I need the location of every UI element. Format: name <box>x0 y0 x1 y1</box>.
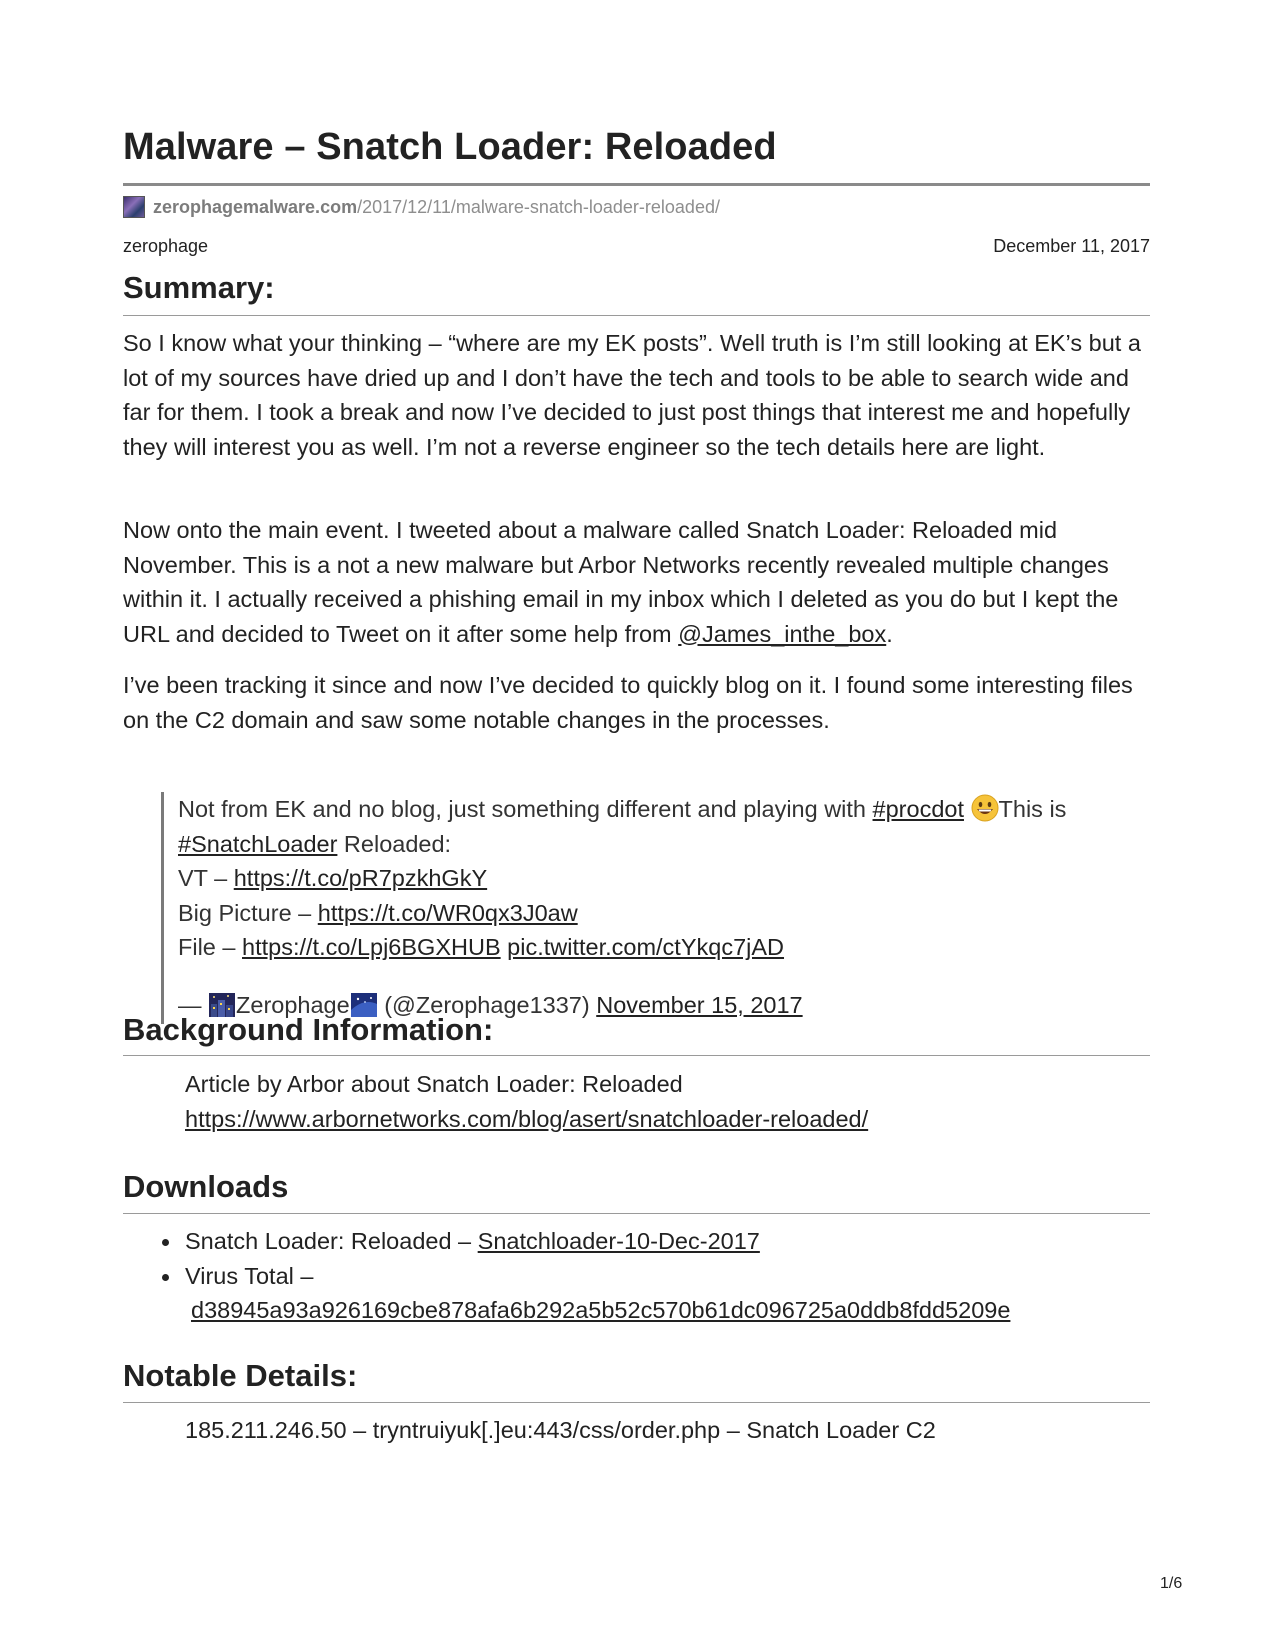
downloads-heading: Downloads <box>123 1169 289 1204</box>
embedded-tweet <box>161 792 1141 1024</box>
file-link[interactable]: https://t.co/Lpj6BGXHUB <box>242 934 501 960</box>
file-label: File – <box>178 934 242 960</box>
grinning-face-icon <box>971 794 999 822</box>
tweet-text-reloaded: Reloaded: <box>337 830 452 857</box>
arbor-article-link[interactable]: https://www.arbornetworks.com/blog/asert/snatchloader-reloaded/ <box>185 1105 869 1132</box>
download-label: Snatch Loader: Reloaded – <box>185 1228 478 1254</box>
sig-dash: — <box>178 991 209 1018</box>
tweet-body <box>178 792 1141 965</box>
background-line: Article by Arbor about Snatch Loader: Reloaded <box>185 1071 683 1097</box>
summary-heading: Summary: <box>123 270 275 305</box>
tweet-text-cont: This is <box>998 796 1067 822</box>
summary-paragraph-3: I’ve been tracking it since and now I’ve decided to quickly blog on it. I found some interesting files on the C2 domain and saw some notable changes in the processes. <box>123 672 1133 733</box>
paragraph-text: Now onto the main event. I tweeted about a malware called Snatch Loader: Reloaded mid November. This is a not a new malware but Arbor Networks recently revealed multiple changes within it. I actually received a phishing email in my inbox which I deleted as you do but I kept the URL and decided to Tweet on it after some help from <box>123 517 1119 647</box>
source-path: /2017/12/11/malware-snatch-loader-reloaded/ <box>357 196 720 217</box>
background-heading: Background Information: <box>123 1012 494 1047</box>
title-divider <box>123 183 1150 186</box>
summary-paragraph-1: So I know what your thinking – “where are my EK posts”. Well truth is I’m still looking at EK’s but a lot of my sources have dried up and I don’t have the tech and tools to be able to search wide and far for them. I took a break and now I’ve decided to just post things that interest me and hopefully they will interest you as well. I’m not a reverse engineer so the tech details here are light. <box>123 330 1141 460</box>
summary-paragraph-2 <box>123 513 1150 651</box>
downloads-list <box>123 1224 1010 1328</box>
snatchloader-hashtag-link[interactable]: #SnatchLoader <box>178 830 338 857</box>
summary-divider <box>123 315 1150 316</box>
big-picture-label: Big Picture – <box>178 899 318 926</box>
author: zerophage <box>123 236 209 256</box>
page-number: 1/6 <box>1160 1575 1183 1592</box>
big-picture-link[interactable]: https://t.co/WR0qx3J0aw <box>317 899 578 926</box>
list-item <box>185 1224 1010 1259</box>
notable-line: 185.211.246.50 – tryntruiyuk[.]eu:443/css/order.php – Snatch Loader C2 <box>185 1417 936 1443</box>
source-domain: zerophagemalware.com <box>153 196 358 217</box>
source-url[interactable] <box>123 196 720 218</box>
site-favicon-icon <box>123 196 145 218</box>
sig-handle: (@Zerophage1337) <box>377 991 597 1018</box>
byline <box>123 236 1150 257</box>
notable-divider <box>123 1402 1150 1403</box>
vt-link[interactable]: https://t.co/pR7pzkhGkY <box>233 865 488 891</box>
procdot-hashtag-link[interactable]: #procdot <box>872 796 964 822</box>
snatchloader-download-link[interactable]: Snatchloader-10-Dec-2017 <box>477 1228 760 1254</box>
list-item <box>185 1259 1010 1328</box>
tweet-text: Not from EK and no blog, just something different and playing with <box>178 796 873 822</box>
virus-total-label: Virus Total – <box>185 1262 314 1289</box>
background-divider <box>123 1055 1150 1056</box>
downloads-divider <box>123 1213 1150 1214</box>
james-inthe-box-link[interactable]: @James_inthe_box <box>678 620 887 647</box>
paragraph-end: . <box>886 620 893 647</box>
pic-twitter-link[interactable]: pic.twitter.com/ctYkqc7jAD <box>507 934 785 960</box>
tweet-date-link[interactable]: November 15, 2017 <box>596 991 803 1018</box>
publish-date: December 11, 2017 <box>993 236 1150 256</box>
article-title: Malware – Snatch Loader: Reloaded <box>123 126 777 168</box>
sig-name: Zerophage <box>236 991 350 1018</box>
virus-total-hash-link[interactable]: d38945a93a926169cbe878afa6b292a5b52c570b61dc096725a0ddb8fdd5209e <box>191 1297 1011 1323</box>
notable-heading: Notable Details: <box>123 1358 358 1393</box>
background-content <box>185 1067 1150 1136</box>
vt-label: VT – <box>178 865 234 891</box>
